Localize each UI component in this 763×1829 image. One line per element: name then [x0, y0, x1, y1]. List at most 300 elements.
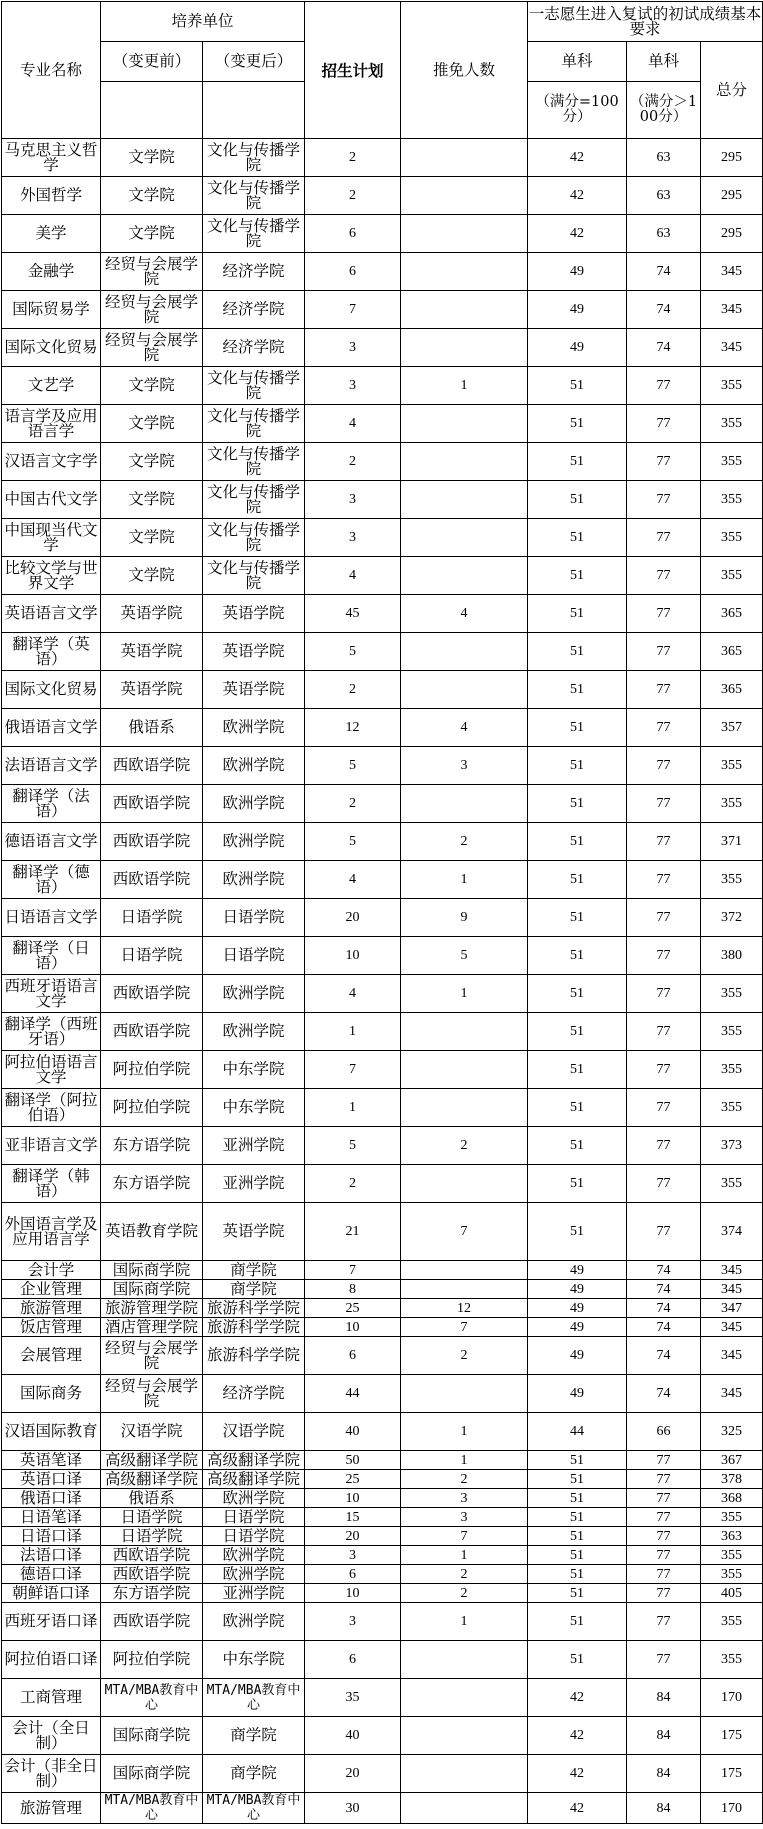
single2-cell: 74 — [627, 1261, 701, 1280]
exempt-cell — [401, 405, 528, 443]
exempt-cell: 1 — [401, 367, 528, 405]
plan-cell: 3 — [305, 1603, 401, 1641]
plan-cell: 7 — [305, 1261, 401, 1280]
unit-before-cell: MTA/MBA教育中心 — [101, 1679, 203, 1717]
table-row — [2, 975, 763, 1013]
unit-before-cell: 东方语学院 — [101, 1127, 203, 1165]
plan-cell: 10 — [305, 937, 401, 975]
exempt-cell: 2 — [401, 1565, 528, 1584]
unit-before-cell: 国际商学院 — [101, 1280, 203, 1299]
total-cell: 365 — [701, 633, 763, 671]
single2-cell: 77 — [627, 1013, 701, 1051]
table-row — [2, 1717, 763, 1755]
total-cell: 325 — [701, 1413, 763, 1451]
exempt-cell: 2 — [401, 823, 528, 861]
total-cell: 365 — [701, 671, 763, 709]
header-single1-sub: （满分=100分） — [528, 82, 627, 139]
single2-cell: 77 — [627, 443, 701, 481]
major-cell: 日语口译 — [2, 1527, 101, 1546]
single1-cell: 51 — [528, 671, 627, 709]
single1-cell: 49 — [528, 1299, 627, 1318]
unit-before-cell: 俄语系 — [101, 1489, 203, 1508]
exempt-cell: 1 — [401, 1546, 528, 1565]
single2-cell: 77 — [627, 1051, 701, 1089]
table-header — [2, 2, 763, 139]
exempt-cell: 1 — [401, 1451, 528, 1470]
unit-before-cell: 文学院 — [101, 443, 203, 481]
total-cell: 355 — [701, 1603, 763, 1641]
unit-before-cell: 汉语学院 — [101, 1413, 203, 1451]
single1-cell: 49 — [528, 253, 627, 291]
exempt-cell — [401, 1089, 528, 1127]
unit-before-cell: 文学院 — [101, 367, 203, 405]
single1-cell: 51 — [528, 975, 627, 1013]
major-cell: 英语口译 — [2, 1470, 101, 1489]
exempt-cell: 1 — [401, 975, 528, 1013]
unit-after-cell: 经济学院 — [203, 1375, 305, 1413]
major-cell: 外国哲学 — [2, 177, 101, 215]
total-cell: 355 — [701, 405, 763, 443]
unit-before-cell: MTA/MBA教育中心 — [101, 1793, 203, 1824]
exempt-cell: 3 — [401, 747, 528, 785]
total-cell: 367 — [701, 1451, 763, 1470]
plan-cell: 3 — [305, 519, 401, 557]
total-cell: 355 — [701, 975, 763, 1013]
header-requirements: 一志愿生进入复试的初试成绩基本要求 — [528, 2, 763, 42]
table-row — [2, 1508, 763, 1527]
unit-before-cell: 国际商学院 — [101, 1261, 203, 1280]
exempt-cell: 7 — [401, 1203, 528, 1261]
single2-cell: 63 — [627, 215, 701, 253]
major-cell: 比较文学与世界文学 — [2, 557, 101, 595]
exempt-cell: 12 — [401, 1299, 528, 1318]
single1-cell: 49 — [528, 291, 627, 329]
unit-before-cell: 文学院 — [101, 519, 203, 557]
major-cell: 国际文化贸易 — [2, 329, 101, 367]
single2-cell: 74 — [627, 253, 701, 291]
single1-cell: 51 — [528, 1641, 627, 1679]
plan-cell: 1 — [305, 1089, 401, 1127]
unit-after-cell: 汉语学院 — [203, 1413, 305, 1451]
exempt-cell — [401, 785, 528, 823]
plan-cell: 45 — [305, 595, 401, 633]
total-cell: 345 — [701, 1318, 763, 1337]
plan-cell: 2 — [305, 785, 401, 823]
total-cell: 295 — [701, 215, 763, 253]
plan-cell: 6 — [305, 1641, 401, 1679]
total-cell: 372 — [701, 899, 763, 937]
header-exempt: 推免人数 — [401, 2, 528, 139]
plan-cell: 4 — [305, 405, 401, 443]
single1-cell: 51 — [528, 709, 627, 747]
single2-cell: 77 — [627, 1451, 701, 1470]
exempt-cell: 9 — [401, 899, 528, 937]
total-cell: 355 — [701, 443, 763, 481]
major-cell: 金融学 — [2, 253, 101, 291]
unit-before-cell: 英语学院 — [101, 633, 203, 671]
unit-after-cell: 欧洲学院 — [203, 1489, 305, 1508]
total-cell: 355 — [701, 1089, 763, 1127]
table-row — [2, 1127, 763, 1165]
unit-before-cell: 酒店管理学院 — [101, 1318, 203, 1337]
single1-cell: 51 — [528, 1584, 627, 1603]
total-cell: 345 — [701, 253, 763, 291]
plan-cell: 44 — [305, 1375, 401, 1413]
unit-after-cell: 文化与传播学院 — [203, 139, 305, 177]
unit-after-cell: 亚洲学院 — [203, 1584, 305, 1603]
single2-cell: 77 — [627, 557, 701, 595]
single2-cell: 77 — [627, 899, 701, 937]
plan-cell: 3 — [305, 481, 401, 519]
exempt-cell: 1 — [401, 1413, 528, 1451]
unit-after-cell: 日语学院 — [203, 899, 305, 937]
plan-cell: 12 — [305, 709, 401, 747]
unit-before-cell: 西欧语学院 — [101, 1546, 203, 1565]
single1-cell: 51 — [528, 1470, 627, 1489]
exempt-cell — [401, 633, 528, 671]
plan-cell: 10 — [305, 1318, 401, 1337]
total-cell: 355 — [701, 557, 763, 595]
header-single2: 单科 — [627, 42, 701, 82]
single1-cell: 49 — [528, 1280, 627, 1299]
exempt-cell — [401, 1641, 528, 1679]
total-cell: 355 — [701, 747, 763, 785]
header-total: 总分 — [701, 42, 763, 139]
major-cell: 翻译学（法语） — [2, 785, 101, 823]
single1-cell: 42 — [528, 215, 627, 253]
table-row — [2, 747, 763, 785]
single1-cell: 44 — [528, 1413, 627, 1451]
unit-before-cell: 日语学院 — [101, 899, 203, 937]
plan-cell: 2 — [305, 177, 401, 215]
plan-cell: 2 — [305, 139, 401, 177]
exempt-cell — [401, 1793, 528, 1824]
major-cell: 阿拉伯语语言文学 — [2, 1051, 101, 1089]
plan-cell: 40 — [305, 1717, 401, 1755]
single2-cell: 77 — [627, 595, 701, 633]
single1-cell: 51 — [528, 519, 627, 557]
single1-cell: 51 — [528, 1508, 627, 1527]
major-cell: 会计（全日制） — [2, 1717, 101, 1755]
single2-cell: 63 — [627, 177, 701, 215]
unit-after-cell: 日语学院 — [203, 1508, 305, 1527]
total-cell: 345 — [701, 1337, 763, 1375]
unit-after-cell: 文化与传播学院 — [203, 557, 305, 595]
header-single2-sub: （满分＞100分） — [627, 82, 701, 139]
plan-cell: 2 — [305, 443, 401, 481]
table-row — [2, 1451, 763, 1470]
single2-cell: 84 — [627, 1793, 701, 1824]
table-row — [2, 443, 763, 481]
total-cell: 374 — [701, 1203, 763, 1261]
total-cell: 355 — [701, 367, 763, 405]
total-cell: 170 — [701, 1679, 763, 1717]
major-cell: 日语笔译 — [2, 1508, 101, 1527]
table-body — [2, 139, 763, 1824]
total-cell: 355 — [701, 1165, 763, 1203]
table-row — [2, 861, 763, 899]
header-major: 专业名称 — [2, 2, 101, 139]
unit-before-cell: 西欧语学院 — [101, 1565, 203, 1584]
exempt-cell — [401, 557, 528, 595]
single1-cell: 49 — [528, 329, 627, 367]
major-cell: 翻译学（英语） — [2, 633, 101, 671]
exempt-cell: 2 — [401, 1470, 528, 1489]
single2-cell: 74 — [627, 1375, 701, 1413]
exempt-cell — [401, 139, 528, 177]
major-cell: 中国现当代文学 — [2, 519, 101, 557]
exempt-cell — [401, 291, 528, 329]
unit-after-cell: 英语学院 — [203, 595, 305, 633]
major-cell: 饭店管理 — [2, 1318, 101, 1337]
unit-after-cell: 旅游科学学院 — [203, 1299, 305, 1318]
total-cell: 175 — [701, 1717, 763, 1755]
unit-after-cell: 文化与传播学院 — [203, 405, 305, 443]
major-cell: 翻译学（德语） — [2, 861, 101, 899]
single2-cell: 77 — [627, 937, 701, 975]
single1-cell: 42 — [528, 1717, 627, 1755]
exempt-cell — [401, 177, 528, 215]
unit-before-cell: 文学院 — [101, 177, 203, 215]
table-row — [2, 937, 763, 975]
total-cell: 405 — [701, 1584, 763, 1603]
table-row — [2, 899, 763, 937]
plan-cell: 1 — [305, 1013, 401, 1051]
unit-after-cell: 中东学院 — [203, 1051, 305, 1089]
major-cell: 国际商务 — [2, 1375, 101, 1413]
single1-cell: 42 — [528, 1793, 627, 1824]
total-cell: 355 — [701, 481, 763, 519]
major-cell: 会计（非全日制） — [2, 1755, 101, 1793]
unit-after-cell: 欧洲学院 — [203, 1013, 305, 1051]
single2-cell: 77 — [627, 1508, 701, 1527]
unit-before-cell: 西欧语学院 — [101, 861, 203, 899]
table-row — [2, 1755, 763, 1793]
major-cell: 西班牙语口译 — [2, 1603, 101, 1641]
table-row — [2, 595, 763, 633]
unit-after-cell: 日语学院 — [203, 1527, 305, 1546]
plan-cell: 6 — [305, 1337, 401, 1375]
exempt-cell — [401, 1013, 528, 1051]
table-row — [2, 1603, 763, 1641]
unit-before-cell: 文学院 — [101, 481, 203, 519]
total-cell: 175 — [701, 1755, 763, 1793]
major-cell: 旅游管理 — [2, 1299, 101, 1318]
single1-cell: 51 — [528, 1489, 627, 1508]
table-row — [2, 1261, 763, 1280]
unit-after-cell: 经济学院 — [203, 253, 305, 291]
plan-cell: 40 — [305, 1413, 401, 1451]
single1-cell: 42 — [528, 139, 627, 177]
single1-cell: 51 — [528, 1127, 627, 1165]
plan-cell: 4 — [305, 861, 401, 899]
single1-cell: 51 — [528, 443, 627, 481]
unit-before-cell: 经贸与会展学院 — [101, 253, 203, 291]
major-cell: 中国古代文学 — [2, 481, 101, 519]
unit-before-cell: 俄语系 — [101, 709, 203, 747]
plan-cell: 20 — [305, 899, 401, 937]
table-row — [2, 785, 763, 823]
single2-cell: 74 — [627, 1318, 701, 1337]
exempt-cell — [401, 1165, 528, 1203]
plan-cell: 15 — [305, 1508, 401, 1527]
exempt-cell — [401, 481, 528, 519]
plan-cell: 21 — [305, 1203, 401, 1261]
unit-before-cell: 文学院 — [101, 139, 203, 177]
unit-after-cell: 中东学院 — [203, 1641, 305, 1679]
major-cell: 西班牙语语言文学 — [2, 975, 101, 1013]
single1-cell: 51 — [528, 1603, 627, 1641]
single2-cell: 77 — [627, 709, 701, 747]
single2-cell: 77 — [627, 1565, 701, 1584]
table-row — [2, 1793, 763, 1824]
table-row — [2, 215, 763, 253]
plan-cell: 3 — [305, 1546, 401, 1565]
unit-before-cell: 经贸与会展学院 — [101, 1375, 203, 1413]
table-row — [2, 1413, 763, 1451]
table-row — [2, 1584, 763, 1603]
total-cell: 355 — [701, 785, 763, 823]
unit-after-cell: 经济学院 — [203, 291, 305, 329]
total-cell: 380 — [701, 937, 763, 975]
unit-before-cell: 西欧语学院 — [101, 1013, 203, 1051]
single2-cell: 77 — [627, 823, 701, 861]
exempt-cell: 2 — [401, 1584, 528, 1603]
unit-before-cell: 阿拉伯学院 — [101, 1051, 203, 1089]
table-row — [2, 253, 763, 291]
unit-before-cell: 阿拉伯学院 — [101, 1641, 203, 1679]
unit-before-cell: 高级翻译学院 — [101, 1470, 203, 1489]
major-cell: 英语笔译 — [2, 1451, 101, 1470]
table-row — [2, 139, 763, 177]
table-row — [2, 1299, 763, 1318]
table-row — [2, 1641, 763, 1679]
table-row — [2, 1318, 763, 1337]
exempt-cell — [401, 1375, 528, 1413]
plan-cell: 20 — [305, 1527, 401, 1546]
total-cell: 345 — [701, 1261, 763, 1280]
plan-cell: 10 — [305, 1489, 401, 1508]
table-row — [2, 1679, 763, 1717]
total-cell: 345 — [701, 291, 763, 329]
unit-after-cell: 日语学院 — [203, 937, 305, 975]
single1-cell: 51 — [528, 937, 627, 975]
single1-cell: 51 — [528, 747, 627, 785]
total-cell: 347 — [701, 1299, 763, 1318]
plan-cell: 20 — [305, 1755, 401, 1793]
table-row — [2, 709, 763, 747]
unit-before-cell: 日语学院 — [101, 1508, 203, 1527]
exempt-cell: 7 — [401, 1318, 528, 1337]
plan-cell: 7 — [305, 1051, 401, 1089]
plan-cell: 8 — [305, 1280, 401, 1299]
unit-after-cell: MTA/MBA教育中心 — [203, 1679, 305, 1717]
single1-cell: 51 — [528, 1203, 627, 1261]
exempt-cell: 1 — [401, 861, 528, 899]
unit-before-cell: 阿拉伯学院 — [101, 1089, 203, 1127]
major-cell: 翻译学（阿拉伯语） — [2, 1089, 101, 1127]
major-cell: 日语语言文学 — [2, 899, 101, 937]
major-cell: 文艺学 — [2, 367, 101, 405]
total-cell: 295 — [701, 177, 763, 215]
plan-cell: 5 — [305, 823, 401, 861]
single1-cell: 51 — [528, 861, 627, 899]
unit-before-cell: 东方语学院 — [101, 1584, 203, 1603]
unit-after-cell: 英语学院 — [203, 671, 305, 709]
major-cell: 语言学及应用语言学 — [2, 405, 101, 443]
unit-before-cell: 英语教育学院 — [101, 1203, 203, 1261]
exempt-cell: 3 — [401, 1508, 528, 1527]
single2-cell: 77 — [627, 519, 701, 557]
unit-after-cell: 旅游科学学院 — [203, 1318, 305, 1337]
unit-before-cell: 西欧语学院 — [101, 975, 203, 1013]
total-cell: 373 — [701, 1127, 763, 1165]
single2-cell: 77 — [627, 1165, 701, 1203]
single1-cell: 51 — [528, 899, 627, 937]
plan-cell: 4 — [305, 557, 401, 595]
total-cell: 378 — [701, 1470, 763, 1489]
plan-cell: 2 — [305, 1165, 401, 1203]
unit-after-cell: 欧洲学院 — [203, 747, 305, 785]
unit-before-cell: 经贸与会展学院 — [101, 291, 203, 329]
plan-cell: 30 — [305, 1793, 401, 1824]
major-cell: 亚非语言文学 — [2, 1127, 101, 1165]
single2-cell: 74 — [627, 1337, 701, 1375]
table-row — [2, 1203, 763, 1261]
single2-cell: 63 — [627, 139, 701, 177]
table-row — [2, 1489, 763, 1508]
single2-cell: 74 — [627, 329, 701, 367]
exempt-cell — [401, 1717, 528, 1755]
exempt-cell: 7 — [401, 1527, 528, 1546]
major-cell: 美学 — [2, 215, 101, 253]
single1-cell: 51 — [528, 785, 627, 823]
unit-before-cell: 日语学院 — [101, 937, 203, 975]
single1-cell: 51 — [528, 1013, 627, 1051]
total-cell: 355 — [701, 1641, 763, 1679]
header-unit-before-blank — [101, 82, 203, 139]
major-cell: 翻译学（韩语） — [2, 1165, 101, 1203]
plan-cell: 25 — [305, 1299, 401, 1318]
major-cell: 会展管理 — [2, 1337, 101, 1375]
plan-cell: 6 — [305, 215, 401, 253]
single2-cell: 77 — [627, 1527, 701, 1546]
header-unit-after-blank — [203, 82, 305, 139]
exempt-cell: 3 — [401, 1489, 528, 1508]
single1-cell: 42 — [528, 1755, 627, 1793]
major-cell: 法语口译 — [2, 1546, 101, 1565]
unit-before-cell: 西欧语学院 — [101, 1603, 203, 1641]
unit-before-cell: 西欧语学院 — [101, 785, 203, 823]
exempt-cell — [401, 329, 528, 367]
unit-after-cell: 欧洲学院 — [203, 823, 305, 861]
single1-cell: 49 — [528, 1261, 627, 1280]
exempt-cell — [401, 671, 528, 709]
major-cell: 外国语言学及应用语言学 — [2, 1203, 101, 1261]
plan-cell: 5 — [305, 747, 401, 785]
single2-cell: 77 — [627, 1641, 701, 1679]
single2-cell: 74 — [627, 1280, 701, 1299]
unit-after-cell: 亚洲学院 — [203, 1165, 305, 1203]
exempt-cell: 1 — [401, 1603, 528, 1641]
unit-before-cell: 西欧语学院 — [101, 823, 203, 861]
table-row — [2, 1280, 763, 1299]
unit-before-cell: 西欧语学院 — [101, 747, 203, 785]
plan-cell: 5 — [305, 633, 401, 671]
single2-cell: 77 — [627, 1089, 701, 1127]
total-cell: 355 — [701, 519, 763, 557]
header-single1: 单科 — [528, 42, 627, 82]
